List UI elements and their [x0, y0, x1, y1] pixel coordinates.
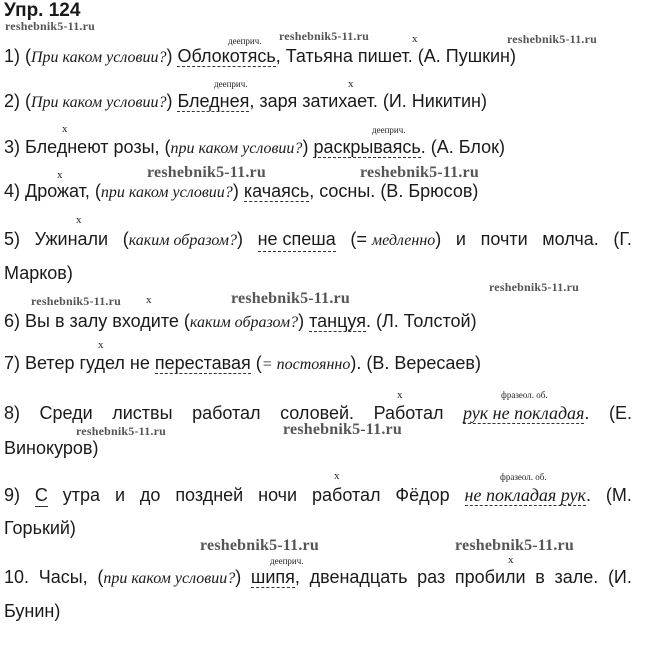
annotation-deeprich: дееприч. [270, 556, 304, 566]
sentence-1: 1) (При каком условии?) Облокотясь, Татьяна пишет. (А. Пушкин) [4, 46, 516, 66]
sentence-10: 10. Часы, (при каком условии?) шипя, двенадцать раз пробили в зале. (И. [4, 567, 632, 587]
sentence-7: 7) Ветер гудел не переставая (= постоянно). (В. Вересаев) [4, 353, 481, 373]
phraseologism: рук не покладая [463, 403, 585, 423]
annotation-deeprich: дееприч. [214, 79, 248, 89]
annotation-x: х [348, 78, 354, 90]
sentence-9-continuation: Горький) [4, 518, 76, 538]
watermark: reshebnik5-11.ru [76, 424, 166, 438]
phraseologism: не покладая рук [464, 485, 586, 505]
participle: Бледнея [177, 91, 250, 111]
annotation-deeprich: дееприч. [372, 125, 406, 135]
participle: Облокотясь [177, 46, 276, 66]
annotation-x: х [57, 169, 63, 181]
annotation-x: х [62, 123, 68, 135]
annotation-x: х [397, 389, 403, 401]
annotation-x: х [98, 339, 104, 351]
sentence-5: 5) Ужинали (каким образом?) не спеша (= медленно) и почти молча. (Г. [4, 228, 632, 252]
participle: переставая [154, 353, 251, 373]
watermark: reshebnik5-11.ru [455, 537, 574, 554]
annotation-x: х [334, 470, 340, 482]
participle: не спеша [258, 228, 336, 252]
watermark: reshebnik5-11.ru [279, 29, 369, 43]
watermark: reshebnik5-11.ru [5, 19, 95, 33]
watermark: reshebnik5-11.ru [489, 280, 579, 294]
annotation-x: х [76, 214, 82, 226]
sentence-4: 4) Дрожат, (при каком условии?) качаясь, сосны. (В. Брюсов) [4, 181, 479, 201]
participle: раскрываясь [313, 137, 421, 157]
watermark: reshebnik5-11.ru [360, 164, 479, 181]
watermark: reshebnik5-11.ru [147, 164, 266, 181]
page-title: Упр. 124 [4, 0, 81, 21]
sentence-8: 8) Среди листвы работал соловей. Работал рук не покладая. (Е. [4, 403, 632, 423]
annotation-x: х [412, 33, 418, 45]
annotation-x: х [508, 554, 514, 566]
watermark: reshebnik5-11.ru [200, 537, 319, 554]
sentence-9: 9) С утра и до поздней ночи работал Фёдор не покладая рук. (М. [4, 485, 632, 505]
annotation-x: х [146, 294, 152, 306]
participle: качаясь [243, 181, 310, 201]
sentence-6: 6) Вы в залу входите (каким образом?) танцуя. (Л. Толстой) [4, 311, 477, 331]
watermark: reshebnik5-11.ru [31, 294, 121, 308]
participle: танцуя [309, 311, 366, 331]
participle: шипя [250, 567, 295, 587]
annotation-frazeol: фразеол. об. [500, 472, 547, 482]
sentence-5-continuation: Марков) [4, 263, 73, 283]
watermark: reshebnik5-11.ru [231, 290, 350, 307]
annotation-deeprich: дееприч. [228, 36, 262, 46]
sentence-2: 2) (При каком условии?) Бледнея, заря затихает. (И. Никитин) [4, 91, 487, 111]
watermark: reshebnik5-11.ru [283, 421, 402, 438]
watermark: reshebnik5-11.ru [507, 32, 597, 46]
annotation-frazeol: фразеол. об. [501, 390, 548, 400]
sentence-10-continuation: Бунин) [4, 601, 61, 621]
sentence-8-continuation: Винокуров) [4, 438, 99, 458]
sentence-3: 3) Бледнеют розы, (при каком условии?) раскрываясь. (А. Блок) [4, 137, 505, 157]
